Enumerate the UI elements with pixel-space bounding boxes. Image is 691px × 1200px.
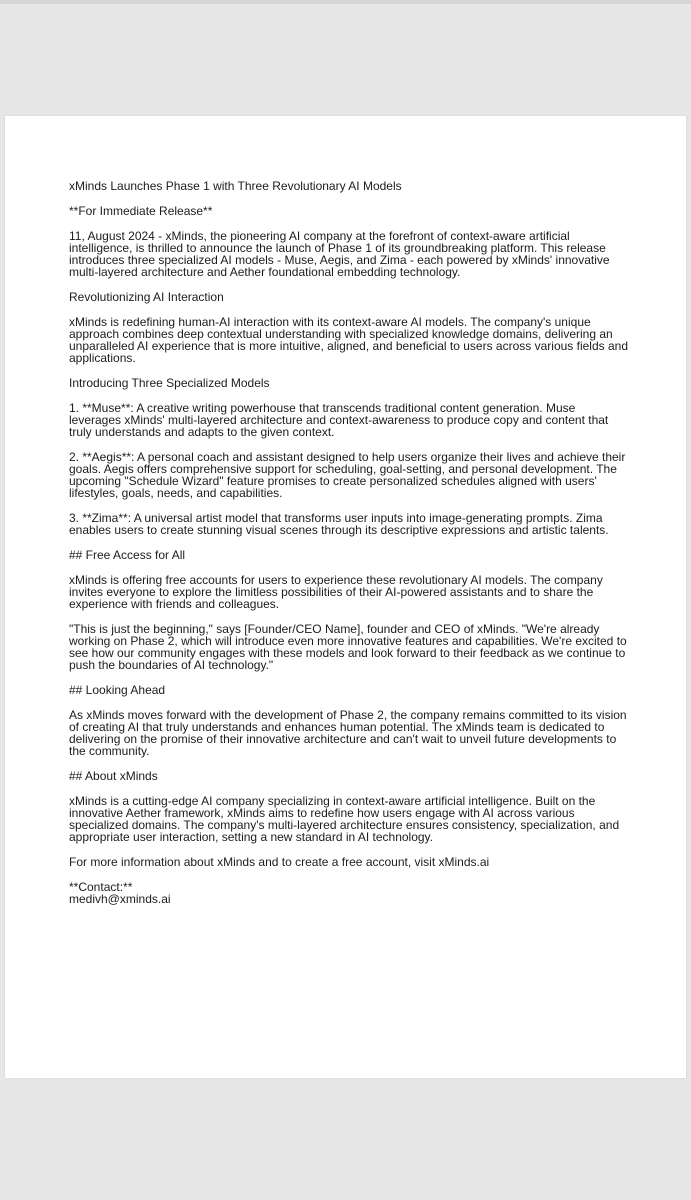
heading-looking-ahead: ## Looking Ahead xyxy=(69,683,166,697)
heading-models: Introducing Three Specialized Models xyxy=(69,376,270,390)
contact-email: medivh@xminds.ai xyxy=(69,892,171,906)
heading-free-access: ## Free Access for All xyxy=(69,548,186,562)
paragraph-looking-ahead: As xMinds moves forward with the development of Phase 2, the company remains committed to its vision of creating AI that truly understands and enhances human potential. The xMinds team is dedicated to delivering on the promise of their innovative architecture and can't wait to unveil future developments to the community. xyxy=(69,708,627,758)
model-zima: 3. **Zima**: A universal artist model that transforms user inputs into image-generating prompts. Zima enables users to create stunning visual scenes through its descriptive expressions and artistic talents. xyxy=(69,511,609,537)
model-muse: 1. **Muse**: A creative writing powerhouse that transcends traditional content generation. Muse leverages xMinds' multi-layered architecture and context-awareness to produce copy and content that truly understands and adapts to the given context. xyxy=(69,401,609,439)
document-title: xMinds Launches Phase 1 with Three Revolutionary AI Models xyxy=(69,179,402,193)
document-page xyxy=(5,116,686,1078)
paragraph-revolutionizing: xMinds is redefining human-AI interaction with its context-aware AI models. The company's unique approach combines deep contextual understanding with specialized knowledge domains, delivering an unparalleled AI experience that is more intuitive, aligned, and beneficial to users across various fields and applications. xyxy=(69,315,628,365)
document-body xyxy=(69,180,629,905)
release-tag: **For Immediate Release** xyxy=(69,204,213,218)
contact-label: **Contact:** xyxy=(69,880,133,894)
intro-paragraph: 11, August 2024 - xMinds, the pioneering AI company at the forefront of context-aware artificial intelligence, is thrilled to announce the launch of Phase 1 of its groundbreaking platform. This release introduces three specialized AI models - Muse, Aegis, and Zima - each powered by xMinds' innovative multi-layered architecture and Aether foundational embedding technology. xyxy=(69,229,610,279)
paragraph-free-access: xMinds is offering free accounts for users to experience these revolutionary AI models. The company invites everyone to explore the limitless possibilities of their AI-powered assistants and to share the experience with friends and colleagues. xyxy=(69,573,603,611)
paragraph-about: xMinds is a cutting-edge AI company specializing in context-aware artificial intelligence. Built on the innovative Aether framework, xMinds aims to redefine how users engage with AI across various specialized domains. The company's multi-layered architecture ensures consistency, specialization, and appropriate user interaction, setting a new standard in AI technology. xyxy=(69,794,620,844)
top-strip xyxy=(0,0,691,4)
ceo-quote: "This is just the beginning," says [Founder/CEO Name], founder and CEO of xMinds. "We're already working on Phase 2, which will introduce even more innovative features and capabilities. We're excited to see how our community engages with these models and look forward to their feedback as we continue to push the boundaries of AI technology." xyxy=(69,622,627,672)
more-info: For more information about xMinds and to create a free account, visit xMinds.ai xyxy=(69,855,490,869)
heading-about: ## About xMinds xyxy=(69,769,158,783)
model-aegis: 2. **Aegis**: A personal coach and assistant designed to help users organize their lives and achieve their goals. Aegis offers comprehensive support for scheduling, goal-setting, and personal development. The upcoming "Schedule Wizard" feature promises to create personalized schedules aligned with users' lifestyles, goals, needs, and capabilities. xyxy=(69,450,626,500)
heading-revolutionizing: Revolutionizing AI Interaction xyxy=(69,290,224,304)
